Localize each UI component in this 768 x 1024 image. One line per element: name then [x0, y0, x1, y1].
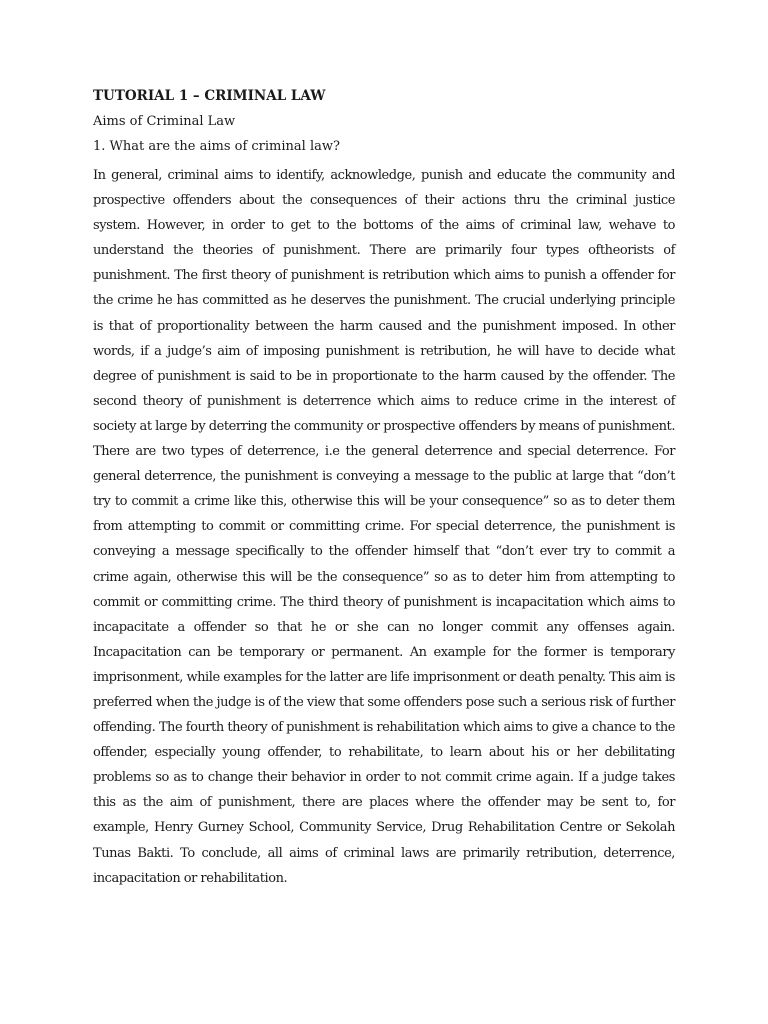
answer-paragraph: In general, criminal aims to identify, acknowledge, punish and educate the community and prospective offenders about the consequences of their actions thru the criminal justice system. However, in order to get to the bottoms of the aims of criminal law, wehave to understand the theories of punishment. There are primarily four types oftheorists of punishment. The first theory of punishment is retribution which aims to punish a offender for the crime he has committed as he deserves the punishment. The crucial underlying principle is that of proportionality between the harm caused and the punishment imposed. In other words, if a judge’s aim of imposing punishment is retribution, he will have to decide what degree of punishment is said to be in proportionate to the harm caused by the offender. The second theory of punishment is deterrence which aims to reduce crime in the interest of society at large by deterring the community or prospective offenders by means of punishment. There are two types of deterrence, i.e the general deterrence and special deterrence. For general deterrence, the punishment is conveying a message to the public at large that “don’t try to commit a crime like this, otherwise this will be your consequence” so as to deter them from attempting to commit or committing crime. For special deterrence, the punishment is conveying a message specifically to the offender himself that “don’t ever try to commit a crime again, otherwise this will be the consequence” so as to deter him from attempting to commit or committing crime. The third theory of punishment is incapacitation which aims to incapacitate a offender so that he or she can no longer commit any offenses again. Incapacitation can be temporary or permanent. An example for the former is temporary imprisonment, while examples for the latter are life imprisonment or death penalty. This aim is preferred when the judge is of the view that some offenders pose such a serious risk of further offending. The fourth theory of punishment is rehabilitation which aims to give a chance to the offender, especially young offender, to rehabilitate, to learn about his or her debilitating problems so as to change their behavior in order to not commit crime again. If a judge takes this as the aim of punishment, there are places where the offender may be sent to, for example, Henry Gurney School, Community Service, Drug Rehabilitation Centre or Sekolah Tunas Bakti. To conclude, all aims of criminal laws are primarily retribution, deterrence, incapacitation or rehabilitation.: [93, 168, 675, 886]
section-heading: Aims of Criminal Law: [93, 114, 236, 129]
document-page: [93, 84, 675, 891]
question-text: 1. What are the aims of criminal law?: [93, 139, 340, 154]
document-title: TUTORIAL 1 – CRIMINAL LAW: [93, 88, 326, 104]
